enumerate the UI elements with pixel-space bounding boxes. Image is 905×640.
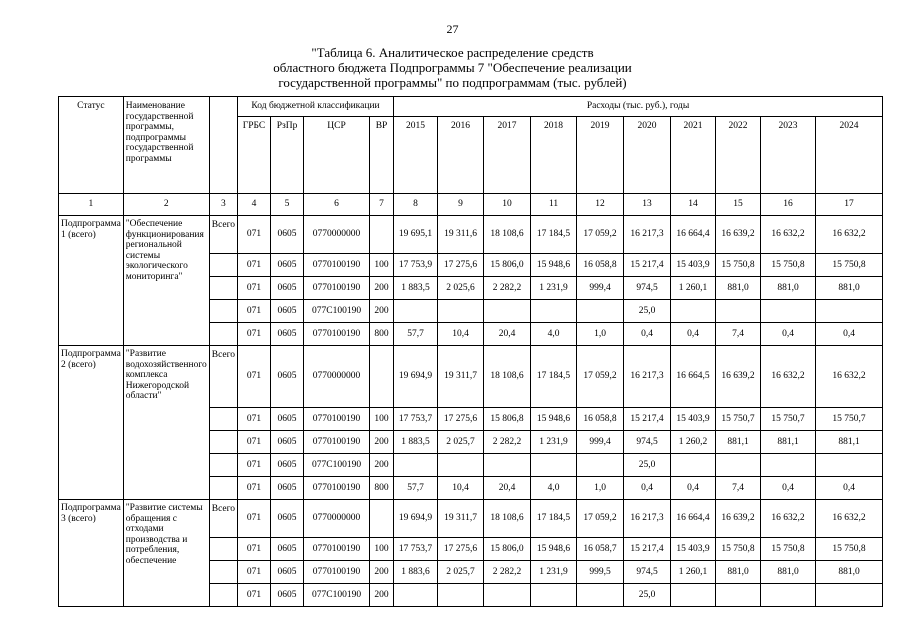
value-cell: 881,0 — [816, 277, 883, 300]
value-cell: 16 639,2 — [716, 500, 761, 538]
value-cell — [438, 300, 484, 323]
rzpr-cell: 0605 — [271, 477, 304, 500]
value-cell: 1 260,1 — [671, 561, 716, 584]
value-cell: 18 108,6 — [484, 346, 531, 408]
total-marker-cell: Всего — [209, 500, 237, 538]
value-cell: 25,0 — [624, 300, 671, 323]
marker-cell — [209, 584, 237, 607]
column-number: 14 — [671, 194, 716, 216]
value-cell: 2 025,6 — [438, 277, 484, 300]
title-line: "Таблица 6. Аналитическое распределение средств — [311, 45, 594, 60]
value-cell: 15 403,9 — [671, 538, 716, 561]
value-cell: 15 750,8 — [761, 254, 816, 277]
rzpr-cell: 0605 — [271, 346, 304, 408]
title-line: государственной программы" по подпрограммам (тыс. рублей) — [278, 75, 627, 90]
value-cell: 15 948,6 — [531, 408, 577, 431]
marker-cell — [209, 431, 237, 454]
value-cell — [816, 454, 883, 477]
value-cell — [484, 584, 531, 607]
value-cell: 18 108,6 — [484, 216, 531, 254]
grbs-cell: 071 — [238, 431, 271, 454]
value-cell: 881,0 — [761, 561, 816, 584]
value-cell — [531, 454, 577, 477]
vr-cell — [370, 346, 394, 408]
value-cell: 17 275,6 — [438, 254, 484, 277]
column-number: 7 — [370, 194, 394, 216]
header-year: 2021 — [671, 117, 716, 194]
column-number: 3 — [209, 194, 237, 216]
value-cell — [484, 454, 531, 477]
header-year: 2019 — [577, 117, 624, 194]
rzpr-cell: 0605 — [271, 538, 304, 561]
value-cell: 881,0 — [716, 561, 761, 584]
rzpr-cell: 0605 — [271, 300, 304, 323]
csr-cell: 0770000000 — [304, 500, 370, 538]
marker-cell — [209, 477, 237, 500]
header-year: 2024 — [816, 117, 883, 194]
value-cell — [394, 584, 438, 607]
value-cell: 15 806,0 — [484, 538, 531, 561]
value-cell: 19 311,6 — [438, 216, 484, 254]
value-cell — [671, 454, 716, 477]
csr-cell: 0770100190 — [304, 477, 370, 500]
value-cell: 20,4 — [484, 477, 531, 500]
value-cell — [577, 454, 624, 477]
vr-cell: 800 — [370, 323, 394, 346]
column-number: 17 — [816, 194, 883, 216]
table-title — [0, 45, 905, 90]
value-cell — [816, 584, 883, 607]
vr-cell — [370, 500, 394, 538]
value-cell: 1,0 — [577, 323, 624, 346]
value-cell: 15 750,8 — [716, 254, 761, 277]
value-cell — [484, 300, 531, 323]
value-cell — [716, 300, 761, 323]
value-cell: 15 948,6 — [531, 538, 577, 561]
value-cell: 0,4 — [816, 323, 883, 346]
rzpr-cell: 0605 — [271, 561, 304, 584]
rzpr-cell: 0605 — [271, 584, 304, 607]
value-cell: 15 806,8 — [484, 408, 531, 431]
value-cell: 1 883,6 — [394, 561, 438, 584]
value-cell: 17 184,5 — [531, 216, 577, 254]
column-number: 5 — [271, 194, 304, 216]
value-cell: 0,4 — [816, 477, 883, 500]
table-row — [59, 346, 883, 408]
value-cell: 20,4 — [484, 323, 531, 346]
value-cell: 16 632,2 — [761, 500, 816, 538]
value-cell: 16 664,4 — [671, 216, 716, 254]
value-cell: 974,5 — [624, 561, 671, 584]
value-cell: 19 311,7 — [438, 346, 484, 408]
header-rzpr: РзПр — [271, 117, 304, 194]
grbs-cell: 071 — [238, 346, 271, 408]
value-cell: 999,4 — [577, 431, 624, 454]
table-row — [59, 500, 883, 538]
csr-cell: 077C100190 — [304, 584, 370, 607]
program-name-cell: "Развитие системы обращения с отходами производства и потребления, обеспечение — [123, 500, 209, 607]
value-cell: 57,7 — [394, 323, 438, 346]
csr-cell: 0770000000 — [304, 216, 370, 254]
value-cell: 1 883,5 — [394, 431, 438, 454]
value-cell: 19 311,7 — [438, 500, 484, 538]
column-number: 16 — [761, 194, 816, 216]
value-cell: 19 694,9 — [394, 500, 438, 538]
value-cell: 16 058,8 — [577, 254, 624, 277]
value-cell: 15 217,4 — [624, 538, 671, 561]
value-cell: 16 217,3 — [624, 500, 671, 538]
header-year: 2023 — [761, 117, 816, 194]
title-line: областного бюджета Подпрограммы 7 "Обеспечение реализации — [273, 60, 632, 75]
value-cell — [816, 300, 883, 323]
value-cell: 16 632,2 — [816, 346, 883, 408]
value-cell: 1 883,5 — [394, 277, 438, 300]
value-cell: 16 058,8 — [577, 408, 624, 431]
value-cell — [671, 584, 716, 607]
vr-cell: 200 — [370, 431, 394, 454]
column-number: 8 — [394, 194, 438, 216]
value-cell: 7,4 — [716, 323, 761, 346]
value-cell: 18 108,6 — [484, 500, 531, 538]
csr-cell: 0770100190 — [304, 254, 370, 277]
value-cell: 16 632,2 — [761, 346, 816, 408]
value-cell — [761, 300, 816, 323]
value-cell: 0,4 — [761, 323, 816, 346]
marker-cell — [209, 538, 237, 561]
header-status: Статус — [59, 97, 124, 194]
value-cell: 17 059,2 — [577, 346, 624, 408]
column-number: 13 — [624, 194, 671, 216]
value-cell: 15 750,7 — [816, 408, 883, 431]
value-cell: 16 217,3 — [624, 346, 671, 408]
grbs-cell: 071 — [238, 477, 271, 500]
total-marker-cell: Всего — [209, 216, 237, 254]
value-cell: 15 750,7 — [716, 408, 761, 431]
rzpr-cell: 0605 — [271, 454, 304, 477]
value-cell: 17 753,7 — [394, 538, 438, 561]
grbs-cell: 071 — [238, 323, 271, 346]
vr-cell: 100 — [370, 408, 394, 431]
rzpr-cell: 0605 — [271, 216, 304, 254]
column-number: 9 — [438, 194, 484, 216]
column-number: 11 — [531, 194, 577, 216]
header-year: 2016 — [438, 117, 484, 194]
value-cell: 17 275,6 — [438, 538, 484, 561]
vr-cell: 200 — [370, 561, 394, 584]
column-number: 6 — [304, 194, 370, 216]
vr-cell: 200 — [370, 584, 394, 607]
status-cell: Подпрограмма 3 (всего) — [59, 500, 124, 607]
value-cell: 15 403,9 — [671, 408, 716, 431]
grbs-cell: 071 — [238, 454, 271, 477]
header-year: 2015 — [394, 117, 438, 194]
header-spend-group: Расходы (тыс. руб.), годы — [394, 97, 883, 117]
value-cell — [394, 454, 438, 477]
value-cell: 15 750,8 — [761, 538, 816, 561]
marker-cell — [209, 300, 237, 323]
value-cell: 17 753,7 — [394, 408, 438, 431]
program-name-cell: "Обеспечение функционирования региональной системы экологического мониторинга" — [123, 216, 209, 346]
page-number: 27 — [446, 22, 459, 36]
value-cell: 16 632,2 — [761, 216, 816, 254]
grbs-cell: 071 — [238, 300, 271, 323]
value-cell: 15 750,8 — [816, 254, 883, 277]
value-cell: 16 217,3 — [624, 216, 671, 254]
value-cell: 16 632,2 — [816, 500, 883, 538]
header-grbs: ГРБС — [238, 117, 271, 194]
value-cell: 57,7 — [394, 477, 438, 500]
header-year: 2020 — [624, 117, 671, 194]
value-cell: 0,4 — [761, 477, 816, 500]
grbs-cell: 071 — [238, 216, 271, 254]
header-code-group: Код бюджетной классификации — [238, 97, 394, 117]
csr-cell: 0770100190 — [304, 538, 370, 561]
value-cell: 19 694,9 — [394, 346, 438, 408]
value-cell — [394, 300, 438, 323]
vr-cell: 100 — [370, 538, 394, 561]
status-cell: Подпрограмма 2 (всего) — [59, 346, 124, 500]
value-cell: 10,4 — [438, 323, 484, 346]
header-col3 — [209, 97, 237, 194]
value-cell: 881,0 — [716, 277, 761, 300]
value-cell: 999,4 — [577, 277, 624, 300]
value-cell: 974,5 — [624, 277, 671, 300]
value-cell: 0,4 — [624, 477, 671, 500]
value-cell: 15 750,8 — [716, 538, 761, 561]
value-cell: 2 025,7 — [438, 431, 484, 454]
value-cell: 1 231,9 — [531, 431, 577, 454]
value-cell: 15 948,6 — [531, 254, 577, 277]
value-cell: 17 059,2 — [577, 216, 624, 254]
value-cell: 881,1 — [816, 431, 883, 454]
rzpr-cell: 0605 — [271, 408, 304, 431]
value-cell — [438, 584, 484, 607]
value-cell: 0,4 — [671, 477, 716, 500]
column-number: 4 — [238, 194, 271, 216]
value-cell — [716, 454, 761, 477]
value-cell: 19 695,1 — [394, 216, 438, 254]
value-cell — [671, 300, 716, 323]
grbs-cell: 071 — [238, 500, 271, 538]
column-number: 10 — [484, 194, 531, 216]
value-cell: 4,0 — [531, 323, 577, 346]
column-number: 2 — [123, 194, 209, 216]
vr-cell: 100 — [370, 254, 394, 277]
value-cell — [761, 584, 816, 607]
value-cell — [716, 584, 761, 607]
value-cell: 16 058,7 — [577, 538, 624, 561]
value-cell: 25,0 — [624, 454, 671, 477]
value-cell — [577, 584, 624, 607]
value-cell: 0,4 — [624, 323, 671, 346]
value-cell: 2 282,2 — [484, 561, 531, 584]
value-cell: 16 639,2 — [716, 346, 761, 408]
value-cell: 999,5 — [577, 561, 624, 584]
column-number: 12 — [577, 194, 624, 216]
value-cell: 15 217,4 — [624, 408, 671, 431]
value-cell — [531, 300, 577, 323]
header-year: 2018 — [531, 117, 577, 194]
value-cell: 7,4 — [716, 477, 761, 500]
value-cell — [577, 300, 624, 323]
marker-cell — [209, 454, 237, 477]
marker-cell — [209, 408, 237, 431]
csr-cell: 0770100190 — [304, 431, 370, 454]
value-cell: 974,5 — [624, 431, 671, 454]
header-year: 2017 — [484, 117, 531, 194]
value-cell: 1 231,9 — [531, 277, 577, 300]
value-cell: 17 184,5 — [531, 346, 577, 408]
value-cell: 15 806,0 — [484, 254, 531, 277]
value-cell: 16 664,5 — [671, 346, 716, 408]
header-name: Наименование государственной программы, подпрограммы государственной программы — [123, 97, 209, 194]
value-cell: 1 260,2 — [671, 431, 716, 454]
value-cell: 15 217,4 — [624, 254, 671, 277]
value-cell: 881,0 — [761, 277, 816, 300]
marker-cell — [209, 277, 237, 300]
value-cell: 15 403,9 — [671, 254, 716, 277]
column-number: 15 — [716, 194, 761, 216]
column-number: 1 — [59, 194, 124, 216]
value-cell: 15 750,8 — [816, 538, 883, 561]
grbs-cell: 071 — [238, 538, 271, 561]
budget-table — [58, 96, 883, 607]
value-cell: 1 260,1 — [671, 277, 716, 300]
header-csr: ЦСР — [304, 117, 370, 194]
value-cell: 881,1 — [716, 431, 761, 454]
value-cell — [531, 584, 577, 607]
value-cell: 16 664,4 — [671, 500, 716, 538]
marker-cell — [209, 254, 237, 277]
rzpr-cell: 0605 — [271, 277, 304, 300]
header-vr: ВР — [370, 117, 394, 194]
csr-cell: 077C100190 — [304, 454, 370, 477]
total-marker-cell: Всего — [209, 346, 237, 408]
table-row — [59, 216, 883, 254]
grbs-cell: 071 — [238, 584, 271, 607]
csr-cell: 0770000000 — [304, 346, 370, 408]
status-cell: Подпрограмма 1 (всего) — [59, 216, 124, 346]
value-cell: 881,1 — [761, 431, 816, 454]
value-cell: 17 059,2 — [577, 500, 624, 538]
vr-cell: 200 — [370, 454, 394, 477]
grbs-cell: 071 — [238, 561, 271, 584]
value-cell: 17 275,6 — [438, 408, 484, 431]
vr-cell — [370, 216, 394, 254]
rzpr-cell: 0605 — [271, 431, 304, 454]
marker-cell — [209, 323, 237, 346]
value-cell: 4,0 — [531, 477, 577, 500]
column-number-row — [59, 194, 883, 216]
header-year: 2022 — [716, 117, 761, 194]
csr-cell: 0770100190 — [304, 323, 370, 346]
marker-cell — [209, 561, 237, 584]
rzpr-cell: 0605 — [271, 500, 304, 538]
value-cell — [438, 454, 484, 477]
grbs-cell: 071 — [238, 277, 271, 300]
value-cell: 16 632,2 — [816, 216, 883, 254]
csr-cell: 0770100190 — [304, 561, 370, 584]
vr-cell: 200 — [370, 277, 394, 300]
vr-cell: 800 — [370, 477, 394, 500]
value-cell — [761, 454, 816, 477]
value-cell: 2 282,2 — [484, 277, 531, 300]
value-cell: 2 025,7 — [438, 561, 484, 584]
rzpr-cell: 0605 — [271, 323, 304, 346]
value-cell: 1,0 — [577, 477, 624, 500]
rzpr-cell: 0605 — [271, 254, 304, 277]
value-cell: 25,0 — [624, 584, 671, 607]
value-cell: 881,0 — [816, 561, 883, 584]
value-cell: 15 750,7 — [761, 408, 816, 431]
value-cell: 10,4 — [438, 477, 484, 500]
value-cell: 1 231,9 — [531, 561, 577, 584]
csr-cell: 077C100190 — [304, 300, 370, 323]
value-cell: 16 639,2 — [716, 216, 761, 254]
csr-cell: 0770100190 — [304, 277, 370, 300]
value-cell: 0,4 — [671, 323, 716, 346]
vr-cell: 200 — [370, 300, 394, 323]
grbs-cell: 071 — [238, 254, 271, 277]
value-cell: 17 753,9 — [394, 254, 438, 277]
csr-cell: 0770100190 — [304, 408, 370, 431]
value-cell: 17 184,5 — [531, 500, 577, 538]
program-name-cell: "Развитие водохозяйственного комплекса Нижегородской области" — [123, 346, 209, 500]
grbs-cell: 071 — [238, 408, 271, 431]
value-cell: 2 282,2 — [484, 431, 531, 454]
